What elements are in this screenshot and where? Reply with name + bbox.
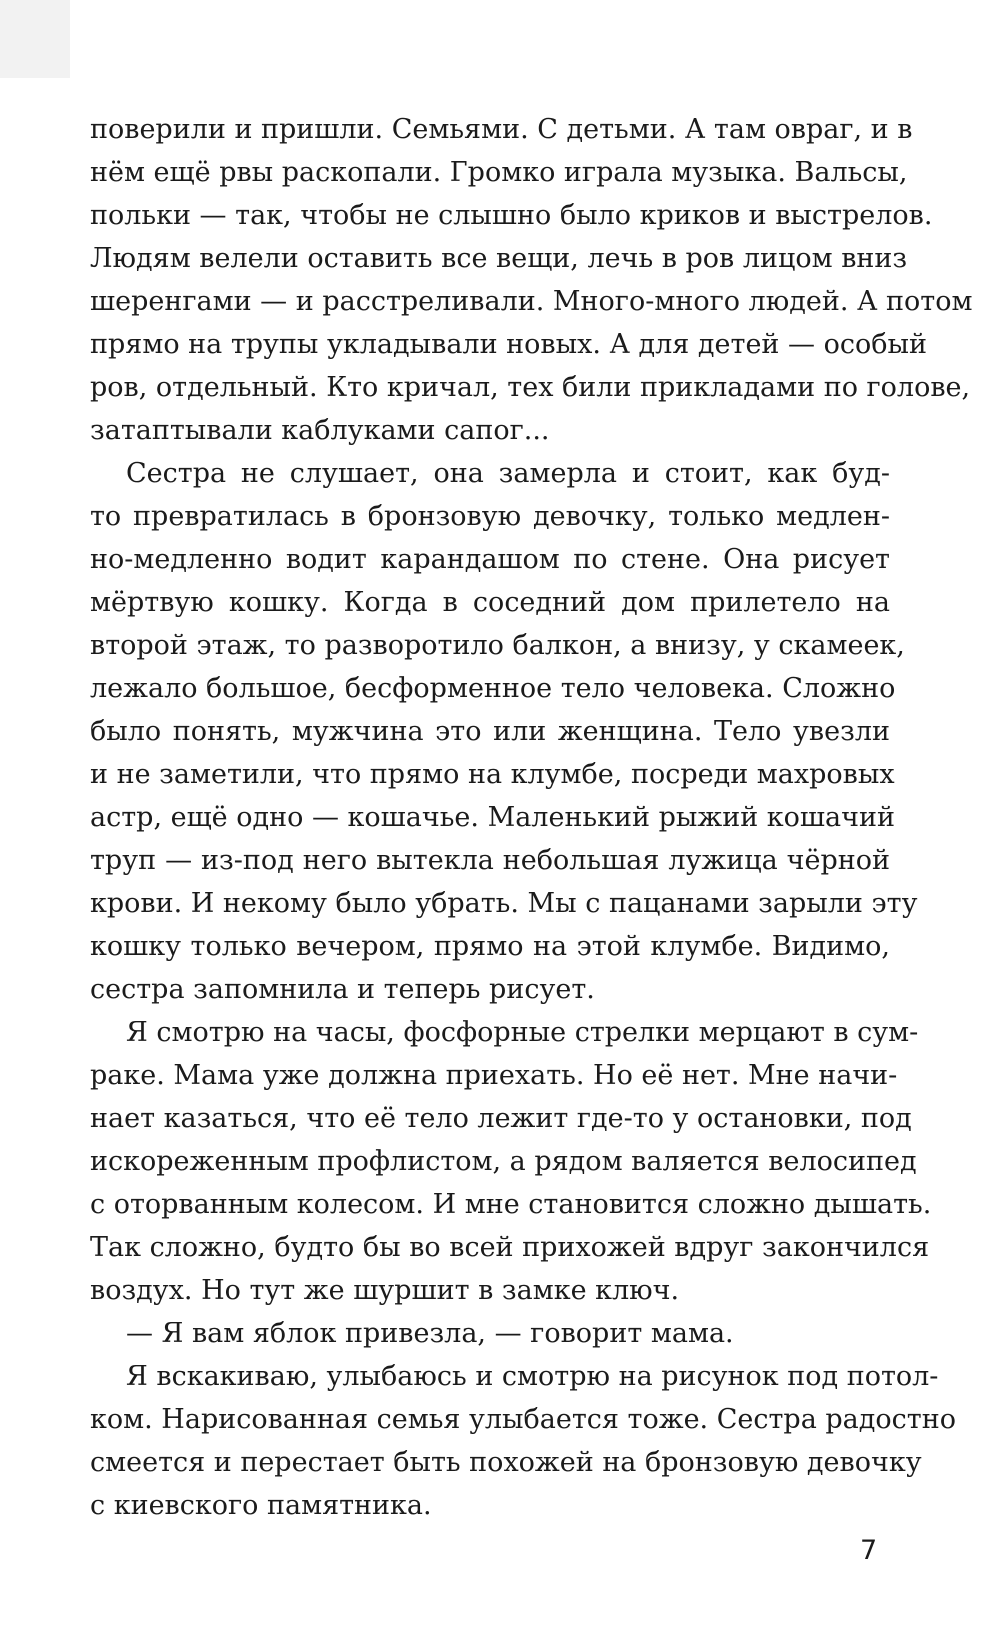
text-line: искореженным профлистом, а рядом валяется велосипед — [90, 1146, 917, 1177]
text-line: ров, отдельный. Кто кричал, тех били прикладами по голове, — [90, 372, 971, 403]
text-line: труп — из-под него вытекла небольшая лужица чёрной — [90, 845, 890, 876]
text-line: шеренгами — и расстреливали. Много-много людей. А потом — [90, 286, 973, 317]
text-line: второй этаж, то разворотило балкон, а внизу, у скамеек, — [90, 630, 905, 661]
text-line: нём ещё рвы раскопали. Громко играла музыка. Вальсы, — [90, 157, 908, 188]
text-line: то превратилась в бронзовую девочку, только медлен- — [90, 501, 890, 532]
text-line: астр, ещё одно — кошачье. Маленький рыжий кошачий — [90, 802, 895, 833]
dialogue-line: — Я вам яблок привезла, — говорит мама. — [126, 1318, 734, 1349]
text-line: ком. Нарисованная семья улыбается тоже. Сестра радостно — [90, 1404, 956, 1435]
paragraph-last-line: с киевского памятника. — [90, 1490, 432, 1521]
paragraph-last-line: воздух. Но тут же шуршит в замке ключ. — [90, 1275, 680, 1306]
text-line: прямо на трупы укладывали новых. А для детей — особый — [90, 329, 927, 360]
text-line: с оторванным колесом. И мне становится сложно дышать. — [90, 1189, 932, 1220]
text-line: было понять, мужчина это или женщина. Тело увезли — [90, 716, 890, 747]
text-line: лежало большое, бесформенное тело человека. Сложно — [90, 673, 896, 704]
paragraph-first-line: Я вскакиваю, улыбаюсь и смотрю на рисунок под потол- — [126, 1361, 939, 1392]
page-number: 7 — [860, 1535, 878, 1566]
text-line: польки — так, чтобы не слышно было криков и выстрелов. — [90, 200, 933, 231]
text-line: крови. И некому было убрать. Мы с пацанами зарыли эту — [90, 888, 918, 919]
text-line: и не заметили, что прямо на клумбе, посреди махровых — [90, 759, 895, 790]
text-line: но-медленно водит карандашом по стене. Она рисует — [90, 544, 890, 575]
text-line: нает казаться, что её тело лежит где-то у остановки, под — [90, 1103, 912, 1134]
paragraph-last-line: затаптывали каблуками сапог... — [90, 415, 550, 446]
paragraph-first-line: Я смотрю на часы, фосфорные стрелки мерцают в сум- — [126, 1017, 919, 1048]
text-line: смеется и перестает быть похожей на бронзовую девочку — [90, 1447, 922, 1478]
text-line: кошку только вечером, прямо на этой клумбе. Видимо, — [90, 931, 890, 962]
text-line: Людям велели оставить все вещи, лечь в ров лицом вниз — [90, 243, 908, 274]
body-text — [90, 108, 973, 1527]
scan-corner-mark — [0, 0, 70, 78]
text-line: раке. Мама уже должна приехать. Но её нет. Мне начи- — [90, 1060, 898, 1091]
paragraph-first-line: Сестра не слушает, она замерла и стоит, как буд- — [126, 458, 890, 489]
paragraph-last-line: сестра запомнила и теперь рисует. — [90, 974, 595, 1005]
text-line: мёртвую кошку. Когда в соседний дом прилетело на — [90, 587, 890, 618]
text-line: Так сложно, будто бы во всей прихожей вдруг закончился — [90, 1232, 930, 1263]
text-line: поверили и пришли. Семьями. С детьми. А там овраг, и в — [90, 114, 913, 145]
